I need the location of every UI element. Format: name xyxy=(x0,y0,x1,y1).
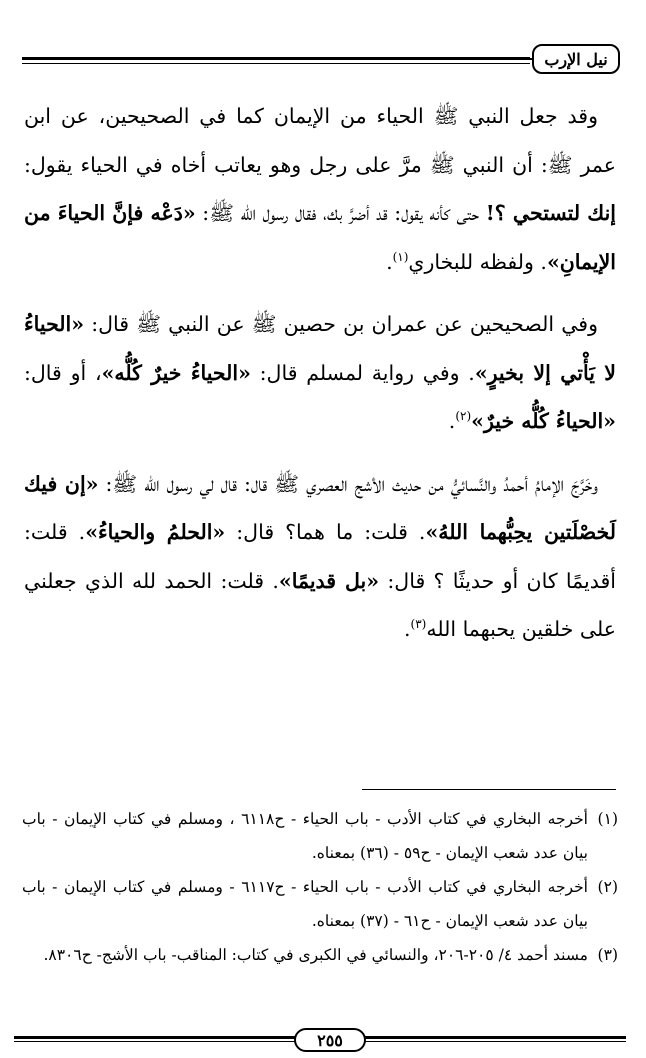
text-run: . xyxy=(386,249,393,274)
text-run: وقد جعل النبي ﷺ الحياء من الإيمان كما في الصحيحين، عن ابن عمر ﷺ: أن النبي ﷺ مرَّ على رجل وهو يعاتب أخاه في الحياء يقول: xyxy=(24,104,616,177)
footnote-item xyxy=(22,870,618,938)
hadith-quote: «دَعْه فإنَّ الحياءَ من الإيمانِ» xyxy=(24,201,616,274)
hadith-quote: «بل قديمًا» xyxy=(278,568,380,593)
paragraph-1 xyxy=(24,92,616,286)
footnote-number: (٣) xyxy=(597,946,618,964)
text-run: . xyxy=(448,409,456,433)
page-number: ٢٥٥ xyxy=(294,1028,366,1052)
text-run: . قلت: الحمد لله الذي جعلني على خلقين يحبهما الله xyxy=(24,568,616,641)
page-footer xyxy=(14,1028,626,1050)
footnote-number: (٢) xyxy=(597,878,618,896)
footnote-ref[interactable]: (١) xyxy=(392,249,409,264)
footnote-separator xyxy=(362,789,616,790)
page-header xyxy=(22,38,626,78)
paragraph-3 xyxy=(24,460,616,654)
footnote-text: أخرجه البخاري في كتاب الأدب - باب الحياء - ح٦١١٧ - ومسلم في كتاب الإيمان - باب بيان عدد شعب الإيمان - ح٦١ - (٣٧) بمعناه. xyxy=(22,878,588,930)
footnote-text: أخرجه البخاري في كتاب الأدب - باب الحياء - ح٦١١٨ ، ومسلم في كتاب الإيمان - باب بيان عدد شعب الإيمان - ح٥٩ - (٣٦) بمعناه. xyxy=(22,810,588,862)
hadith-quote: «الحياءُ خيرٌ كُلُّه» xyxy=(101,360,251,385)
text-run: . xyxy=(403,617,411,641)
footnote-ref[interactable]: (٣) xyxy=(410,617,427,632)
footnotes xyxy=(22,802,618,972)
header-rule xyxy=(22,57,530,60)
text-run: . ولفظه للبخاري xyxy=(408,249,547,274)
header-rule-thin xyxy=(22,63,530,64)
paragraph-2 xyxy=(24,300,616,446)
hadith-quote: «الحياءُ لا يَأْتي إلا بخيرٍ» xyxy=(24,312,616,385)
quote-bold: إنك لتستحي ؟! xyxy=(485,201,616,225)
text-run: . قلت: أقديمًا كان أو حديثًا ؟ قال: xyxy=(24,520,616,593)
footnote-number: (١) xyxy=(597,810,618,828)
hadith-quote: «إن فيك لَخصْلَتين يحِبُّهما اللهُ» xyxy=(24,471,617,544)
text-run: حتى كأنه يقول: قد أضرَّ بك، فقال رسول الله ﷺ: xyxy=(195,201,486,225)
hadith-quote: «الحلمُ والحياءُ» xyxy=(85,520,226,544)
text-run: وفي الصحيحين عن عمران بن حصين ﷺ عن النبي ﷺ قال: xyxy=(84,312,598,336)
footnote-item xyxy=(22,938,618,972)
hadith-quote: «الحياءُ كُلُّه خيرٌ» xyxy=(471,409,616,433)
main-text xyxy=(24,92,616,668)
text-run: . وفي رواية لمسلم قال: xyxy=(250,360,475,385)
text-run: ، أو قال: xyxy=(24,360,102,385)
running-title: نيل الإرب xyxy=(532,44,620,74)
footnote-text: مسند أحمد ٤/ ٢٠٥-٢٠٦، والنسائي في الكبرى في كتاب: المناقب- باب الأشج- ح٨٣٠٦. xyxy=(43,946,588,964)
text-run: . قلت: ما هما؟ قال: xyxy=(225,520,426,544)
footnote-item xyxy=(22,802,618,870)
text-run: وخَرَّجَ الإمامُ أحمدُ والنَّسائيُّ من حديث الأشج العصري ﷺ قال: قال لي رسول الله ﷺ: xyxy=(98,471,598,496)
footnote-ref[interactable]: (٢) xyxy=(455,409,472,424)
